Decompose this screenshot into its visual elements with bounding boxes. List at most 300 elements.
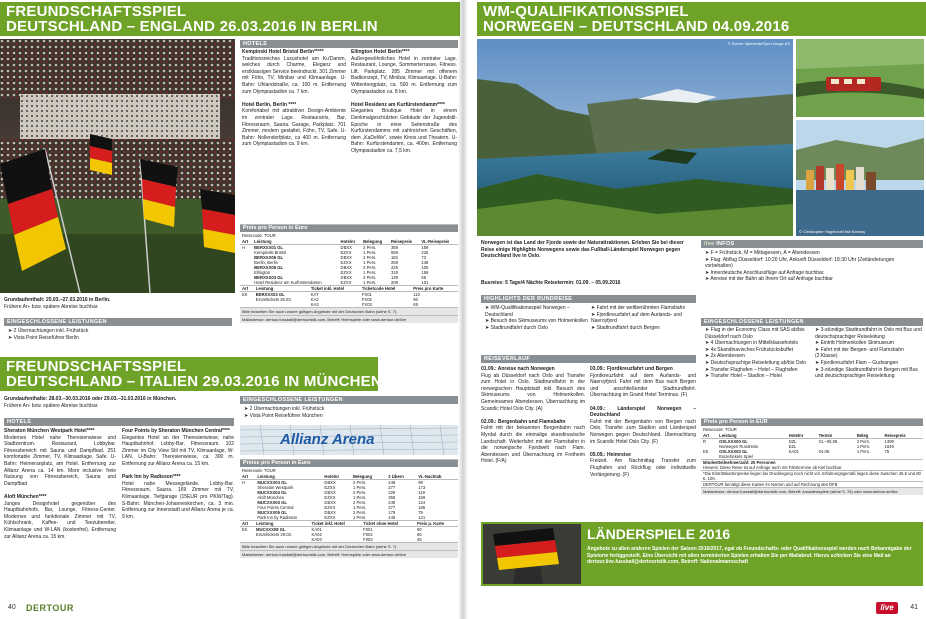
muenchen-reisecode: Reisecode: TOUR <box>242 468 276 473</box>
berlin-inclusion-item: ➤ Vista Point Reiseführer Berlin <box>8 334 79 341</box>
muenchen-inclusion-item: ➤ Vista Point Reiseführer München <box>244 412 323 419</box>
col-header: Leistung <box>255 474 322 480</box>
col-header: Leistung <box>252 239 338 245</box>
highlight-item: ➤ Besuch des Skimuseums von Holmenkollen <box>485 318 588 325</box>
muenchen-inclusion-text: Vista Point Reiseführer München <box>249 412 323 419</box>
cell: 249 <box>388 515 396 520</box>
cell: 110 <box>413 292 420 297</box>
cell: DBXX <box>340 255 352 260</box>
cell: Einzeltickets 29.03. <box>255 532 293 537</box>
col-header: Preis p. Karte <box>415 521 458 527</box>
muenchen-hotel-name: Aloft München**** <box>4 493 47 500</box>
cell: MUCXXX04 GL <box>257 490 287 495</box>
norwegen-title-banner <box>477 2 926 36</box>
inclusion-text: Transfer Flughafen – Hotel – Flughafen <box>710 366 798 373</box>
cell: DBXX <box>324 510 336 515</box>
cell: Ellington <box>254 270 271 275</box>
cell: MUCXXX05 GL <box>257 510 287 515</box>
cell: KA01 <box>311 527 322 532</box>
berlin-stay-line: Grundaufenthalt: 25.03.–27.03.2016 in Berlin. <box>4 297 111 303</box>
muenchen-hotel-prices <box>240 474 458 520</box>
muenchen-inclusions-header: EINGESCHLOSSENE LEISTUNGEN <box>240 396 458 404</box>
cell: 229 <box>388 490 396 495</box>
cell: FX03 <box>361 302 372 307</box>
berlin-price-table <box>240 224 458 323</box>
col-header: Hotelnr <box>322 474 351 480</box>
muenchen-hotel-name: Four Points by Sheraton München Central**** <box>122 428 230 434</box>
info-text: Flug: Abflug Düsseldorf: 10:20 Uhr, Ankunft Düsseldorf: 18:30 Uhr (Zeitänderungen vorbehalten) <box>705 256 895 270</box>
cell: 90 <box>416 527 422 532</box>
cell: 01.–05.09. <box>818 439 839 444</box>
laenderspiele-title: LÄNDERSPIELE 2016 <box>587 526 731 542</box>
muenchen-ticket-prices <box>240 520 458 542</box>
flamsbahn-photo <box>796 39 924 117</box>
highlight-text: Fahrt mit der weltberühmten Flamsbahn <box>596 305 686 311</box>
highlights-col2 <box>591 305 696 331</box>
itinerary-text: Fahrt mit der bekannten Bergenbahn nach Myrdal durch die einmalige skandinavische Landschaft. Weiterfahrt mit der Flamsbahn in die norwegische Fjordwelt nach Flam. Abendessen und Übernachtung im Fretheim Hotel. (F/A) <box>481 425 585 465</box>
cell: H <box>242 480 246 485</box>
cell: EZXX <box>340 280 352 285</box>
cell: 225 <box>421 250 429 255</box>
inclusion-item: ➤ Transfer Hotel – Stadion – Hotel <box>705 373 782 380</box>
cell: 209 <box>390 280 398 285</box>
muenchen-hotel-col2 <box>122 428 234 520</box>
itinerary-text: Fahrt mit der Bergenbahn von Bergen nach Oslo. Transfer zum Stadion und Länderspiel Norwegen gegen Deutschland. Übernachtung im Scandic Hotel Oslo City. (F) <box>590 418 696 445</box>
cell: 159 <box>421 270 429 275</box>
cell: Berlin, Berlin <box>254 260 278 265</box>
col-header: Ticketcode Hotel <box>360 286 411 292</box>
cell: MUCXXX03 GL <box>257 480 287 485</box>
berlin-hotel-name: Hotel Berlin, Berlin **** <box>242 101 297 108</box>
berlin-hotel-col2 <box>351 49 457 155</box>
inclusion-text: Eintritt Holmenkollen Skimuseum <box>820 340 894 347</box>
cell: F001 <box>363 527 373 532</box>
cell: 73 <box>421 255 427 260</box>
cell: FX01 <box>361 292 372 297</box>
cell: EZXX <box>340 270 352 275</box>
berlin-inclusion-item: ➤ 2 Übernachtungen inkl. Frühstück <box>8 328 89 334</box>
allianz-arena-lettering: Allianz Arena <box>280 431 375 448</box>
cell: 2 Pers. <box>352 510 367 515</box>
col-header: Art <box>701 433 717 439</box>
cell: OSLXXX00 GL <box>719 439 748 444</box>
muenchen-hotels-header: HOTELS <box>4 418 234 426</box>
busreise-line: Busreise: 5 Tage/4 Nächte Reisetermin: 01.09. – 05.09.2016 <box>481 280 621 286</box>
cell: EZXX <box>324 485 336 490</box>
right-page-number: 41 <box>910 604 918 611</box>
berlin-reisecode: Reisecode: TOUR <box>242 233 276 238</box>
highlight-text: WM-Qualifikationsspiel Norwegen – Deutschland <box>485 305 570 318</box>
berlin-hotel-prices <box>240 239 458 285</box>
highlight-item: ➤ Stadtrundfahrt durch Oslo <box>485 324 548 331</box>
muenchen-price-header: Preise pro Person in Euro <box>240 460 458 467</box>
col-header: Ticket inkl. Hotel <box>310 521 362 527</box>
cell: 1 Pers. <box>363 260 377 265</box>
dertour-logo <box>26 603 74 613</box>
inclusion-item: ➤ 4x Skandinavisches Frühstücksbuffet <box>705 346 794 353</box>
muenchen-title-line1: FREUNDSCHAFTSSPIEL <box>6 358 187 375</box>
berlin-inclusions-list <box>8 328 232 341</box>
cell: 99 <box>418 480 423 485</box>
infos-list <box>705 250 923 283</box>
cell: MUCXXX08 GL <box>255 527 286 532</box>
berlin-title-banner <box>0 2 460 36</box>
reiseverlauf-col1 <box>481 366 585 465</box>
muenchen-bahn-note: Bitte beachten Sie auch unsere gültigen Angebote mit der Deutschen Bahn (siehe S. 7). <box>240 542 458 550</box>
berlin-hotel-name: Ellington Hotel Berlin**** <box>351 49 410 55</box>
itinerary-text: Freizeit. Am Nachmittag Transfer zum Flughafen und Rückflug oder individuelle Verlängerung. (F) <box>590 458 696 478</box>
berlin-inclusion-text: Vista Point Reiseführer Berlin <box>13 334 79 341</box>
cell: Einzeltickets Spiel <box>719 454 753 459</box>
norwegen-title-line1: WM-QUALIFIKATIONSSPIEL <box>483 3 689 20</box>
muenchen-hotel-desc: Elegantes Hotel an der Theresienwiese, nahe Hauptbahnhof. Lobby-Bar. Fitnessraum. 102 Zimmer im City View Stil mit TV, Klimaanlage, W-LAN. U-Bahn: Theresienwiese, ca. 300 m. Entfernung zur Allianz Arena ca. 15 km. <box>122 434 234 467</box>
info-item: ➤ Innerdeutsche Anschlussflüge auf Anfrage buchbar. <box>705 269 825 276</box>
cell: DBXX <box>340 245 352 250</box>
col-header: Belegung <box>361 239 389 245</box>
muenchen-title-banner <box>0 357 382 391</box>
col-header: Art <box>240 286 254 292</box>
reiseverlauf-col2 <box>590 366 696 478</box>
inclusion-text: 2x Abendessen <box>710 353 745 360</box>
info-item: ➤ Anreise mit der Bahn ab Ihrem Ort auf Anfrage buchbar <box>705 276 833 283</box>
cell: F003 <box>363 537 373 542</box>
cell: 559 <box>390 250 398 255</box>
col-header: Hotelnr <box>787 433 817 439</box>
cell: Kempinski Bristol <box>254 250 287 255</box>
col-header: Ticket ohne Hotel <box>361 521 415 527</box>
muenchen-hotel-desc: Junges Designhotel gegenüber des Hauptbahnhofs. Bar, Lounge, Fitness-Center. Modernes und funktionale Zimmer mit TV, Kühlschrank, Kaffee- und Teezubereiter, Klimaanlage und W-LAN (kostenfrei). Entfernung zur Allianz Arena ca. 15 km. <box>4 500 116 540</box>
col-header: Belegung <box>351 474 386 480</box>
cell: 2 Pers. <box>363 265 377 270</box>
highlights-header: HIGHLIGHTS DER RUNDREISE <box>481 295 696 303</box>
cell: 1 Pers. <box>352 515 367 520</box>
col-header: Hotelnr <box>339 239 362 245</box>
col-header: Termin <box>817 433 855 439</box>
berlin-stay-line2: Frühere An- bzw. spätere Abreise buchbar. <box>4 303 99 310</box>
cell: 121 <box>418 515 426 520</box>
norwegen-price-table <box>701 418 923 495</box>
cell: Sheraton Westpark <box>257 485 294 490</box>
inclusion-text: Fahrt mit der Bergen- und Flamsbahn (2.Klasse) <box>815 346 904 360</box>
itinerary-day: 05.09.: Heimreise <box>590 451 631 458</box>
muenchen-inclusions-list <box>244 406 458 419</box>
cell: DBXX <box>324 480 336 485</box>
itinerary-text: Flug ab Düsseldorf nach Oslo und Transfer zum Hotel in Oslo. Stadtrundfahrt in der norwegischen Hauptstadt inkl. Besuch des Skimuseums von Holmenkollen. Gemeinsames Abendessen. Übernachtung im Scandic Hotel Oslo City. (A) <box>481 372 585 412</box>
cell: 249 <box>388 500 396 505</box>
inclusion-text: Fjordkreuzfahrt Flam – Gudvangen <box>820 359 899 366</box>
muenchen-title-line2: DEUTSCHLAND – ITALIEN 29.03.2016 IN MÜNCHEN <box>6 373 382 390</box>
cell: EZXX <box>324 505 336 510</box>
norwegen-intro-text: Norwegen ist das Land der Fjorde sowie der Naturattraktionen. Erleben Sie bei dieser Reise einige Highlights Norwegens sowie das Fußball-Länderspiel Norwegen gegen Deutschland live in Oslo. <box>481 240 684 260</box>
cell: 2 Pers. <box>352 500 367 505</box>
cell: Four Points Central <box>257 505 294 510</box>
col-header: VL-Reisepreis <box>419 239 458 245</box>
cell: BERXXX03 GL <box>255 292 285 297</box>
cell: 2 Pers. <box>363 245 377 250</box>
cell: EZXX <box>324 495 336 500</box>
cell: 148 <box>421 260 429 265</box>
berlin-title-line2: DEUTSCHLAND – ENGLAND 26.03.2016 IN BERLIN <box>6 18 378 35</box>
cell: EK <box>703 449 709 454</box>
hinweis-note: Hinweis: Diese Reise ist auf Anfrage auch mit Fährtermine ab Kiel buchbar. <box>703 465 843 470</box>
info-item: ➤ F = Frühstück, M = Mittagessen, A = Abendessen <box>705 250 820 256</box>
highlight-item: ➤ Fjordkreuzfahrt auf dem Aurlands- und Naeroyfjord <box>591 311 682 325</box>
inclusion-text: Deutschsprachige Reiseleitung ab/bis Oslo <box>710 359 806 366</box>
cell: 182 <box>390 255 398 260</box>
highlight-text: Stadtrundfahrt durch Bergen <box>596 324 660 331</box>
fan-with-flag-photo <box>483 524 581 584</box>
cell: EZL <box>788 444 797 449</box>
cell: 1 Pers. <box>856 449 871 454</box>
berlin-title-line1: FREUNDSCHAFTSSPIEL <box>6 3 187 20</box>
berlin-ticket-prices <box>240 285 458 307</box>
cell: KA2 <box>310 297 319 302</box>
live-logo-text: live <box>880 603 894 612</box>
page-gutter-shadow <box>458 0 468 619</box>
norwegen-inclusions-col1 <box>705 327 811 380</box>
table-row <box>240 280 458 285</box>
col-header: VL-Nachtab <box>416 474 458 480</box>
berlin-hotel-name: Kempinski Hotel Bristol Berlin***** <box>242 49 324 55</box>
col-header: Art <box>240 239 252 245</box>
cell: 249 <box>388 480 396 485</box>
col-header: Beleg <box>855 433 883 439</box>
cell: 359 <box>390 245 398 250</box>
dertour-logo-text: DERTOUR <box>26 603 74 613</box>
cell: 159 <box>421 245 429 250</box>
cell: 65 <box>416 532 422 537</box>
cell: 1 Pers. <box>352 485 367 490</box>
infos-header <box>701 240 923 248</box>
berlin-hotel-desc: Außergewöhnliches Hotel in zentraler Lage. Restaurant, Lounge, Sommerterrasse, Fitness. Lift. Parkplatz. 285 Zimmer mit offenem Badkonzept, TV, Minibar, Klimaanlage. U-Bahn: Wittenbergplatz, ca. 500 m. Entfernung zum Olympiastadion ca. 8 km. <box>351 55 457 95</box>
cell: Aloft München <box>257 495 285 500</box>
muenchen-hotel-desc: Hotel nahe Messegelände. Lobby-Bar. Fitnessraum, Sauna. 169 Zimmer mit TV, Klimaanlage. Tiefgarage (15EUR pro PKW/Tag). S-Bahn: München-Johanneskirchen, ca. 3 min. Entfernung zur Innenstadt und Allianz Arena je ca. 9 km. <box>122 480 234 520</box>
berlin-bahn-note: Bitte beachten Sie auch unsere gültigen Angebote mit der Deutschen Bahn (siehe S. 7). <box>240 307 458 315</box>
cell: MUCXXX03 GL <box>257 500 287 505</box>
inclusion-item: ➤ Deutschsprachige Reiseleitung ab/bis Oslo <box>705 359 806 366</box>
right-page <box>463 0 926 619</box>
cell: 65 <box>413 302 418 307</box>
cell: BERXXX06 GL <box>254 255 284 260</box>
norwegen-inclusions-col2 <box>815 327 923 380</box>
cell: 105 <box>421 265 429 270</box>
left-page-number: 40 <box>8 604 16 611</box>
itinerary-day: 04.09.: Länderspiel Norwegen – Deutschland <box>590 405 696 419</box>
cell: 173 <box>418 485 426 490</box>
inclusion-item: ➤ 2x Abendessen <box>705 353 745 360</box>
cell: EZXX <box>340 260 352 265</box>
berlin-hotel-desc: Traditionsreiches Luxushotel am Ku'Damm, welches durch Charme, Eleganz und erstklassigen Service beeindruckt. 301 Zimmer mit Föhn, TV, Minibar und Klimaanlage. U-Bahn: Uhlandstraße, ca. 100 m. Entfernung zum Olympiastadion ca. 7 km. <box>242 55 346 95</box>
cell: 1 Pers. <box>856 444 871 449</box>
cell: 359 <box>388 495 396 500</box>
live-logo <box>876 602 898 614</box>
itinerary-day: 03.09.: Fjordkreuzfahrt und Bergen <box>590 366 673 372</box>
cell: 2 Pers. <box>363 275 377 280</box>
muenchen-price-table <box>240 459 458 558</box>
cell: 1 Pers. <box>352 505 367 510</box>
dertour-dfb-note: DERTOUR benötigt diese Karten im Namen und auf Rechnung des DFB <box>701 481 923 487</box>
cell: EZXX <box>340 250 352 255</box>
cell: DBXX <box>324 490 336 495</box>
cell: KAT <box>310 292 319 297</box>
cell: 269 <box>390 260 398 265</box>
muenchen-inclusion-text: 2 Übernachtungen inkl. Frühstück <box>249 406 325 412</box>
berlin-stay-text <box>4 297 234 310</box>
cell: 75 <box>884 449 890 454</box>
cell: DZL <box>788 439 797 444</box>
highlight-item: ➤ Fahrt mit der weltberühmten Flamsbahn <box>591 305 686 311</box>
cell: EK <box>242 292 248 297</box>
norwegen-inclusions-header: EINGESCHLOSSENE LEISTUNGEN <box>701 318 923 326</box>
cell: 1 Pers. <box>363 270 377 275</box>
cell: 225 <box>390 265 398 270</box>
cell: 2 Pers. <box>856 439 871 444</box>
cell: BERXXX03 GL <box>254 275 284 280</box>
col-header: Reisepreis <box>389 239 419 245</box>
norwegen-intro <box>481 240 696 260</box>
cell: 185 <box>418 505 426 510</box>
cell: EK <box>242 527 248 532</box>
info-text: Innerdeutsche Anschlussflüge auf Anfrage buchbar. <box>710 269 825 276</box>
bergen-harbour-photo <box>796 120 924 236</box>
inclusion-item: ➤ 3-stündige Stadtrundfahrt in Oslo mit Bus und deutschsprachiger Reiseleitung <box>815 327 922 340</box>
laenderspiele-text: Angebote zu allen anderen Spielen der Saison 2016/2017, egal ob Freundschafts- oder Qualifikationsspiel werden nach Bekanntgabe der Spielorte fertiggestellt. Eine Übersicht mit allen terminierten Spielen erhalten Sie per Mailabruf. Hierzu schicken Sie eine Mail an dertour.live.fussball@dertouristik.com, Betreff: Nationalmannschaft <box>587 546 912 566</box>
cell: 319 <box>390 270 398 275</box>
cell: 277 <box>388 485 396 490</box>
berlin-hotels-header: HOTELS <box>240 40 458 48</box>
highlight-text: Besuch des Skimuseums von Holmenkollen <box>490 318 588 325</box>
cell: BERXXX01 GL <box>254 245 284 250</box>
itinerary-day: 01.09.: Anreise nach Norwegen <box>481 366 555 372</box>
col-header: Ticket inkl. Hotel <box>309 286 360 292</box>
highlights-col1 <box>485 305 588 331</box>
mindestteilnehmer: Mindestteilnehmerzahl: 20 Personen <box>701 459 923 465</box>
highlight-item: ➤ WM-Qualifikationsspiel Norwegen – Deutschland <box>485 305 570 318</box>
inclusion-item: ➤ Fahrt mit der Bergen- und Flamsbahn (2.Klasse) <box>815 346 904 360</box>
cell: 90 <box>413 297 418 302</box>
berlin-hotel-desc: Komfortabel mit attraktiver Design-Ambiente im zentraler Lage. Restaurants, Bar, Fitnessraum, Sauna. Garage, Parkplatz. 701 Zimmer, modern gestaltet, Föhn, TV, Safe. U-Bahn: Nollendorfplatz, ca 400 m. Entfernung zum Olympiastadion ca. 9 km. <box>242 108 346 148</box>
cell: Hotel Residenz am Kurfürstendamm <box>254 280 322 285</box>
cell: 101 <box>421 280 429 285</box>
muenchen-hotel-name: Sheraton München Westpark Hotel**** <box>4 428 95 434</box>
info-text: F = Frühstück, M = Mittagessen, A = Abendessen <box>710 250 820 256</box>
cell: KA02 <box>311 532 322 537</box>
inclusion-item: ➤ 4 Übernachtungen in Mittelklassehotels <box>705 340 798 347</box>
inclusion-item: ➤ 3-stündige Stadtrundfahrt in Bergen mit Bus und deutschsprachiger Reiseleitung <box>815 366 918 380</box>
norwegen-title-line2: NORWEGEN – DEUTSCHLAND 04.09.2016 <box>483 18 790 35</box>
cell: KA3 <box>310 302 319 307</box>
berlin-hotel-desc: Elegantes Boutique Hotel in einem Denkmalgeschützten Gebäude der Jugendstil-Epoche in einer Seitenstraße des Kurfürstendamms mit zahlreichen Geschäften, dem „KaDeWe", sowie Kinos und Theatern. U-Bahn: Kurfürstendamm, ca. 400m. Entfernung Olympiastadion ca. 7,5 km. <box>351 108 457 154</box>
muenchen-mail-note: Mailadresse: dertour.fussball@dertouristik.com, Betreff: Heimspiele oder www.dertour.de/live <box>240 550 458 558</box>
live-icon: live <box>704 241 715 247</box>
cell: H <box>242 245 246 250</box>
cell: 79 <box>418 510 423 515</box>
cell: Norwegen Rundreise <box>719 444 759 449</box>
cell: 1 Pers. <box>363 280 377 285</box>
info-item: ➤ Flug: Abflug Düsseldorf: 10:20 Uhr, Ankunft Düsseldorf: 18:30 Uhr (Zeitänderungen vorbehalten) <box>705 256 895 270</box>
inclusion-text: 3-stündige Stadtrundfahrt in Bergen mit Bus und deutschsprachiger Reiseleitung <box>815 366 918 380</box>
cell: R <box>703 439 707 444</box>
inclusion-text: Transfer Hotel – Stadion – Hotel <box>710 373 782 380</box>
cell: OSLXXX03 GL <box>719 449 748 454</box>
norwegen-mail-note: Mailadresse: dertour.fussball@dertouristik.com, Betreff: Auswärtsspiele (siehe S. 76) oder www.dertour.de/live <box>701 487 923 495</box>
cell: DBXX <box>340 265 352 270</box>
col-header: Art <box>240 474 255 480</box>
infos-header-text: INFOS <box>716 241 735 247</box>
cell: 1399 <box>884 439 894 444</box>
cell: 69 <box>421 275 427 280</box>
cell: 124 <box>418 500 426 505</box>
inclusion-text: 4 Übernachtungen in Mittelklassehotels <box>710 340 798 347</box>
norwegen-prices <box>701 433 923 459</box>
norwegen-reisecode: Reisecode: TOUR <box>703 427 737 432</box>
muenchen-stay-line2: Frühere An- bzw. spätere Abreise buchbar. <box>4 402 99 409</box>
highlight-text: Stadtrundfahrt durch Oslo <box>490 324 548 331</box>
cell: 1 Pers. <box>363 250 377 255</box>
cell: F002 <box>363 532 373 537</box>
berlin-inclusion-text: 2 Übernachtungen inkl. Frühstück <box>13 328 89 334</box>
itinerary-day: 02.09.: Bergenbahn und Flamsbahn <box>481 418 566 425</box>
cell: KA01 <box>788 449 799 454</box>
berlin-hotel-name: Hotel Residenz am Kurfürstendamm**** <box>351 101 445 108</box>
fjord-photo-credit: © Sverre Hjørnevik/Fjord Norge AS <box>727 41 790 46</box>
itinerary-text: Fjordkreuzfahrt auf dem Aurlands- und Naeroyfjord. Fahrt mit dem Bus nach Bergen und anschließender Stadtrundfahrt. Übernachtung im Grand Hotel Terminus. (F) <box>590 372 696 399</box>
cell: Einzeltickets 26.03. <box>255 297 292 302</box>
col-header: Leistung <box>254 286 309 292</box>
highlight-item: ➤ Stadtrundfahrt durch Bergen <box>591 324 660 331</box>
cell: BERXXX05 GL <box>254 265 284 270</box>
cell: 2 Pers. <box>352 490 367 495</box>
cell: KA03 <box>311 537 322 542</box>
berlin-hotel-col1 <box>242 49 346 148</box>
inclusion-item: ➤ Eintritt Holmenkollen Skimuseum <box>815 340 894 347</box>
muenchen-stay-line: Grundaufenthalte: 28.03.–30.03.2016 oder 29.03.–31.03.2016 in München. <box>4 396 177 402</box>
ticket-price-note: *Die Eintrittskartenpreise liegen bei Drucklegung noch nicht vor. Erfahrungsgemäß liegen diese zwischen 45 € und 80 €. 100. <box>701 470 923 481</box>
bergen-photo-credit: © Christopher Hagelund/Visit Norway <box>799 229 866 234</box>
cell: 45 <box>416 537 422 542</box>
cell: 2 Pers. <box>363 255 377 260</box>
muenchen-inclusion-item: ➤ 2 Übernachtungen inkl. Frühstück <box>244 406 325 412</box>
allianz-arena-photo <box>240 425 458 455</box>
col-header: Leistung <box>717 433 787 439</box>
berlin-inclusions-header: EINGESCHLOSSENE LEISTUNGEN <box>4 318 232 326</box>
berlin-price-header: Preis pro Person in Euro <box>240 225 458 232</box>
col-header: Leistung <box>254 521 310 527</box>
cell: 1 Pers. <box>352 495 367 500</box>
cell: 04.09. <box>818 449 831 454</box>
cell: DBXX <box>340 275 352 280</box>
cell: 169 <box>418 495 426 500</box>
laenderspiele-box <box>481 522 923 586</box>
inclusion-item: ➤ Flug in der Economy Class mit SAS ab/bis Düsseldorf nach Oslo <box>705 327 805 340</box>
col-header: 2 Übern <box>386 474 416 480</box>
inclusion-text: 3-stündige Stadtrundfahrt in Oslo mit Bus und deutschsprachiger Reiseleitung <box>815 327 922 340</box>
cell: 1649 <box>884 444 894 449</box>
stadium-crowd-photo <box>0 39 235 293</box>
inclusion-text: Flug in der Economy Class mit SAS ab/bis Düsseldorf nach Oslo <box>705 327 805 340</box>
highlight-text: Fjordkreuzfahrt auf dem Aurlands- und Naeroyfjord <box>591 311 682 325</box>
inclusion-text: 4x Skandinavisches Frühstücksbuffet <box>710 346 794 353</box>
cell: 139 <box>390 275 398 280</box>
cell: 377 <box>388 505 396 510</box>
berlin-mail-note: Mailadresse: dertour.fussball@dertouristik.com, Betreff: Heimspiele oder www.dertour.de/live <box>240 315 458 323</box>
muenchen-hotel-col1 <box>4 428 116 540</box>
cell: 2 Pers. <box>352 480 367 485</box>
inclusion-item: ➤ Transfer Flughafen – Hotel – Flughafen <box>705 366 798 373</box>
col-header: Art <box>240 521 254 527</box>
col-header: Reisepreis <box>883 433 923 439</box>
cell: Park Inn by Radisson <box>257 515 298 520</box>
